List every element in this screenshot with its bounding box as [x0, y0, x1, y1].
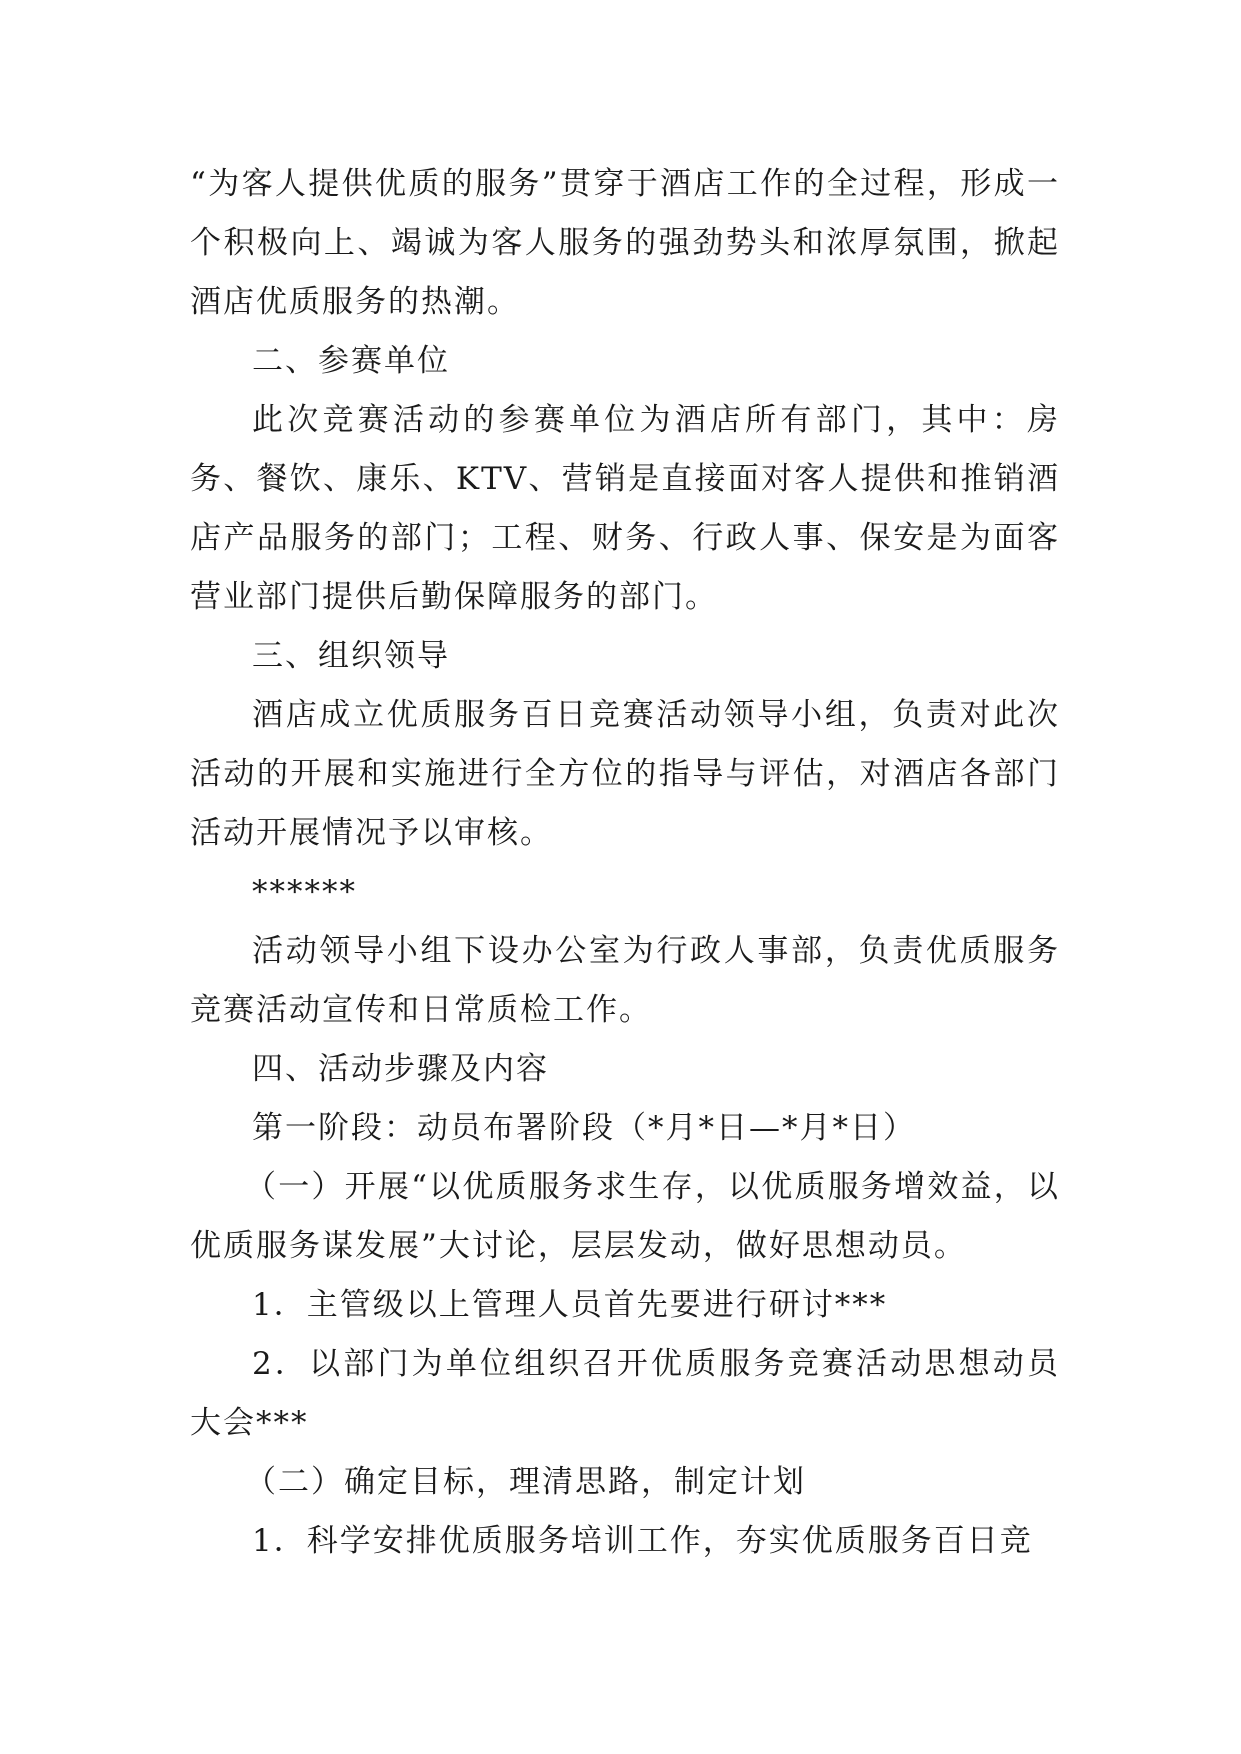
- subsection-two: （二）确定目标，理清思路，制定计划: [245, 1464, 806, 1500]
- subsection-one: （一）开展“以优质服务求生存，以优质服务增效益，以优质服务谋发展”大讨论，层层发动，做好思想动员。: [190, 1169, 1060, 1264]
- section-heading-participants: 二、参赛单位: [252, 343, 450, 379]
- paragraph-intro-continuation: “为客人提供优质的服务”贯穿于酒店工作的全过程，形成一个积极向上、竭诚为客人服务的强劲势头和浓厚氛围，掀起酒店优质服务的热潮。: [190, 166, 1060, 320]
- placeholder-asterisks: ******: [252, 874, 357, 910]
- paragraph-participants: 此次竞赛活动的参赛单位为酒店所有部门，其中：房务、餐饮、康乐、KTV、营销是直接面对客人提供和推销酒店产品服务的部门；工程、财务、行政人事、保安是为面客营业部门提供后勤保障服务的部门。: [190, 402, 1060, 615]
- phase-one-heading: 第一阶段：动员布署阶段（*月*日—*月*日）: [252, 1110, 916, 1146]
- paragraph-office: 活动领导小组下设办公室为行政人事部，负责优质服务竞赛活动宣传和日常质检工作。: [190, 933, 1060, 1028]
- section-heading-steps: 四、活动步骤及内容: [252, 1051, 549, 1087]
- list-item-1-training: 1．科学安排优质服务培训工作，夯实优质服务百日竞: [252, 1523, 1033, 1559]
- paragraph-leadership: 酒店成立优质服务百日竞赛活动领导小组，负责对此次活动的开展和实施进行全方位的指导与评估，对酒店各部门活动开展情况予以审核。: [190, 697, 1060, 851]
- list-item-1: 1．主管级以上管理人员首先要进行研讨***: [252, 1287, 888, 1323]
- document-body: [190, 155, 1060, 1571]
- list-item-2: 2．以部门为单位组织召开优质服务竞赛活动思想动员大会***: [190, 1346, 1060, 1441]
- section-heading-leadership: 三、组织领导: [252, 638, 450, 674]
